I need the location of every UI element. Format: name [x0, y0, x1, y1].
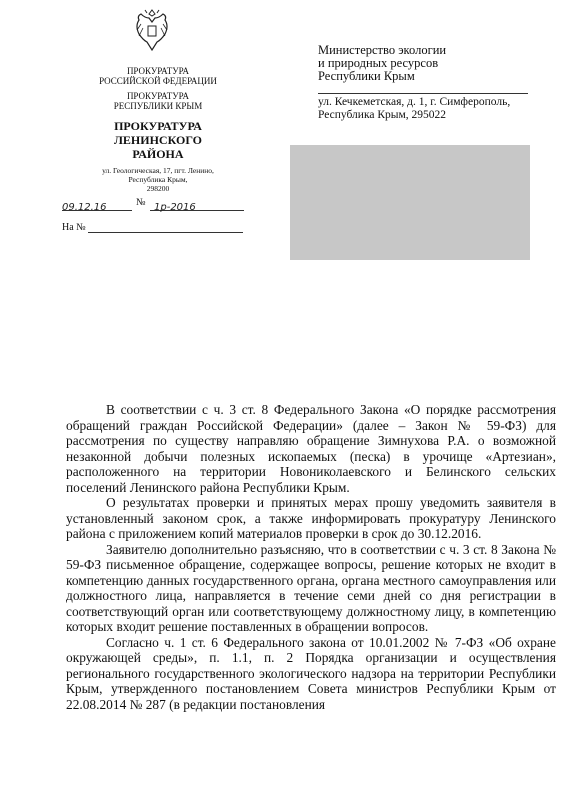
- sender-line-1: ПРОКУРАТУРА: [126, 66, 190, 76]
- number-field: [150, 197, 244, 211]
- sender-address-1: ул. Геологическая, 17, пгт. Ленино,: [102, 166, 214, 175]
- redacted-block: [290, 145, 530, 260]
- recipient-line-3: Республики Крым: [318, 69, 415, 83]
- number-handwritten: 1р-2016: [154, 202, 196, 213]
- sender-bold-2: ЛЕНИНСКОГО: [113, 133, 203, 147]
- sender-line-3: ПРОКУРАТУРА: [126, 91, 190, 101]
- number-label: №: [136, 197, 146, 208]
- ref-label: На №: [62, 222, 86, 233]
- sender-line-2: РОССИЙСКОЙ ФЕДЕРАЦИИ: [99, 76, 217, 86]
- sender-address-2: Республика Крым,: [128, 175, 188, 184]
- paragraph-1: В соответствии с ч. 3 ст. 8 Федерального Закона «О порядке рассмотрения обращений граждан Российской Федерации» (далее – Закон № 59-ФЗ) для рассмотрения по существу направляю обращение Зимнухова Р.А. о возможной незаконной добычи полезных ископаемых (песка) в урочище «Артезиан», расположенного на территории Новониколаевского и Белинского сельских поселений Ленинского района Республики Крым.: [66, 402, 556, 495]
- recipient-line-2: и природных ресурсов: [318, 56, 439, 70]
- recipient-line-1: Министерство экологии: [318, 43, 447, 57]
- sender-bold-1: ПРОКУРАТУРА: [114, 119, 202, 133]
- recipient-address-1: ул. Кечкеметская, д. 1, г. Симферополь,: [318, 96, 511, 108]
- date-handwritten: 09.12.16: [62, 202, 107, 213]
- letter-body: [66, 402, 556, 712]
- ref-field-line: [88, 232, 243, 233]
- paragraph-4: Согласно ч. 1 ст. 6 Федерального закона от 10.01.2002 № 7-ФЗ «Об охране окружающей среды», п. 1.1, п. 2 Порядка организации и осуществления регионального государственного экологического надзора на территории Республики Крым, утвержденного постановлением Совета министров Республики Крым от 22.08.2014 № 287 (в редакции постановления: [66, 634, 556, 712]
- sender-bold-3: РАЙОНА: [132, 147, 184, 161]
- paragraph-3: Заявителю дополнительно разъясняю, что в соответствии с ч. 3 ст. 8 Закона № 59-ФЗ письменное обращение, содержащее вопросы, решение которых не входит в компетенцию данных государственного органа, органа местного самоуправления или должностного лица, направляется в течение семи дней со дня регистрации в соответствующий орган или соответствующему должностному лицу, в компетенцию которых входит решение поставленных в обращении вопросов.: [66, 541, 556, 634]
- recipient-address-2: Республика Крым, 295022: [318, 109, 447, 121]
- date-field: [62, 197, 132, 211]
- paragraph-2: О результатах проверки и принятых мерах прошу уведомить заявителя в установленный законом срок, а также информировать прокуратуру Ленинского района с приложением копий материалов проверки в срок до 30.12.2016.: [66, 495, 556, 541]
- sender-address-3: 298200: [146, 184, 170, 193]
- sender-line-4: РЕСПУБЛИКИ КРЫМ: [113, 101, 203, 111]
- recipient-divider: [318, 93, 528, 94]
- coat-of-arms-emblem: [133, 6, 171, 54]
